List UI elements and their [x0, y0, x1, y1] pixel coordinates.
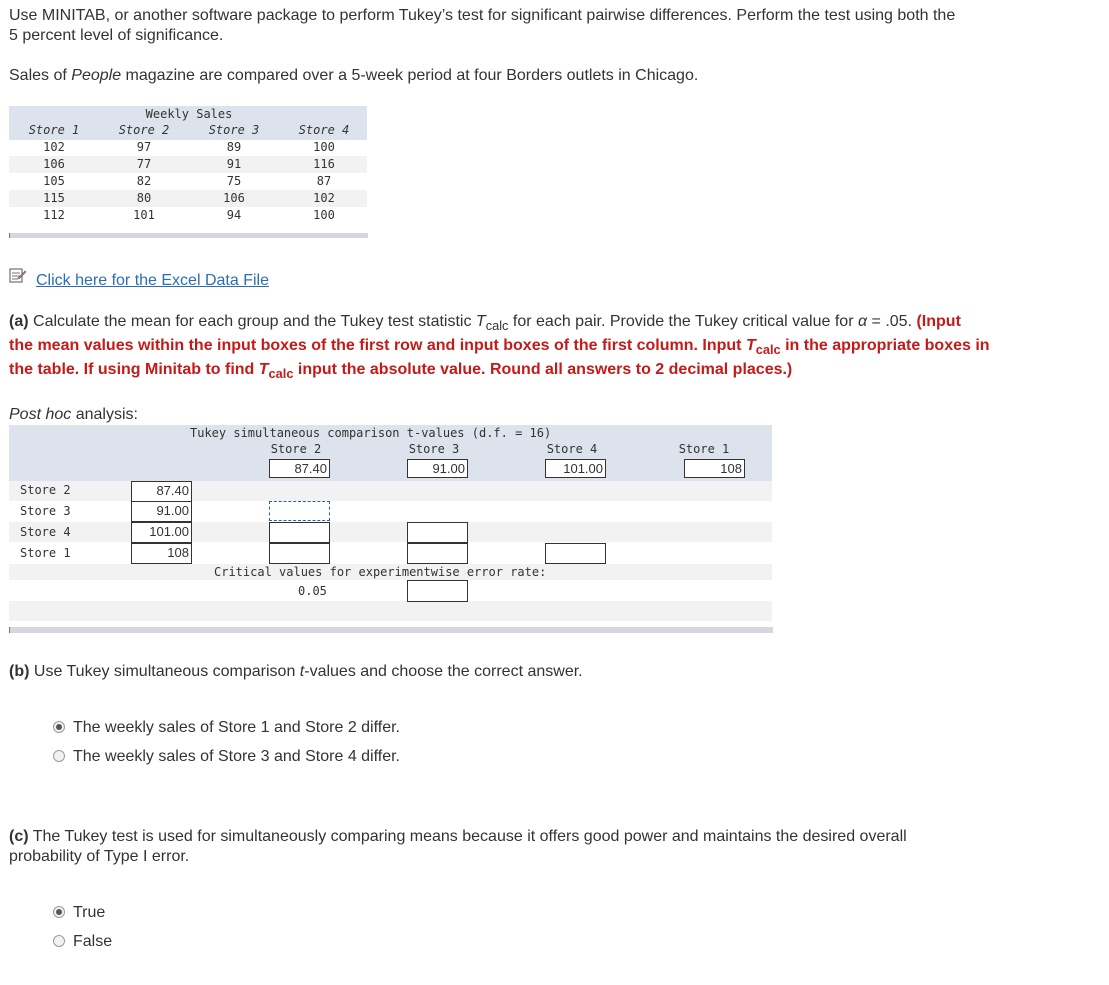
mean-input-row-store2[interactable]: 87.40	[131, 481, 192, 502]
sales-description: Sales of People magazine are compared over a 5-week period at four Borders outlets in Chicago.	[9, 67, 699, 84]
table-title: Weekly Sales	[145, 107, 233, 121]
critical-value-input[interactable]	[407, 580, 468, 602]
col-header: Store 2	[118, 123, 170, 137]
part-c-true-radio[interactable]	[53, 906, 65, 918]
posthoc-title: Tukey simultaneous comparison t-values (d.f. = 16)	[190, 426, 552, 440]
part-a-line-2: the mean values within the input boxes of the first row and input boxes of the first column. Input $T_{calc}$ in the appropriate boxes in	[9, 337, 990, 357]
table-cell: 80	[136, 191, 152, 205]
part-c-question-line-1: (c) The Tukey test is used for simultaneously comparing means because it offers good power and maintains the desired overall	[9, 828, 907, 845]
part-a-line-1: (a) Calculate the mean for each group and the Tukey test statistic $T_{calc}$ for each pair. Provide the Tukey critical value for α = .05. (Input	[9, 313, 961, 333]
mean-input-col-store3[interactable]: 91.00	[407, 459, 468, 478]
col-header: Store 4	[298, 123, 350, 137]
critical-values-label: Critical values for experimentwise error rate:	[214, 565, 547, 579]
tcalc-input-store3-store2[interactable]	[269, 501, 330, 521]
part-c-true-label[interactable]: True	[73, 904, 106, 921]
row-header-store3: Store 3	[20, 504, 71, 518]
table-cell: 106	[43, 157, 65, 171]
data-table-footer	[9, 233, 368, 238]
col-header-store3: Store 3	[408, 442, 460, 456]
row-header-store1: Store 1	[20, 546, 71, 560]
col-header-store1: Store 1	[678, 442, 730, 456]
table-cell: 100	[313, 140, 335, 154]
table-cell: 112	[43, 208, 65, 222]
table-cell: 94	[226, 208, 242, 222]
part-a-line-3: the table. If using Minitab to find $T_{calc}$ input the absolute value. Round all answers to 2 decimal places.)	[9, 361, 793, 381]
tcalc-input-store4-store3[interactable]	[407, 522, 468, 543]
table-cell: 115	[43, 191, 65, 205]
col-header-store4: Store 4	[546, 442, 598, 456]
table-cell: 91	[226, 157, 242, 171]
col-header-store2: Store 2	[270, 442, 322, 456]
part-c-false-radio[interactable]	[53, 935, 65, 947]
table-cell: 102	[43, 140, 65, 154]
row-header-store4: Store 4	[20, 525, 71, 539]
part-c-question-line-2: probability of Type I error.	[9, 848, 190, 865]
table-cell: 97	[136, 140, 152, 154]
table-cell: 102	[313, 191, 335, 205]
table-cell: 101	[133, 208, 155, 222]
mean-input-row-store3[interactable]: 91.00	[131, 501, 192, 522]
mean-input-row-store4[interactable]: 101.00	[131, 522, 192, 543]
posthoc-footer	[9, 627, 773, 633]
table-cell: 116	[313, 157, 335, 171]
excel-file-icon[interactable]	[9, 267, 27, 283]
part-b-option-1-label[interactable]: The weekly sales of Store 1 and Store 2 differ.	[73, 719, 400, 736]
part-b-option-2-label[interactable]: The weekly sales of Store 3 and Store 4 differ.	[73, 748, 400, 765]
part-c-false-label[interactable]: False	[73, 933, 113, 950]
part-b-question: (b) Use Tukey simultaneous comparison t-values and choose the correct answer.	[9, 663, 583, 680]
mean-input-col-store2[interactable]: 87.40	[269, 459, 330, 478]
table-cell: 77	[136, 157, 152, 171]
tcalc-input-store1-store2[interactable]	[269, 543, 330, 564]
intro-line-1: Use MINITAB, or another software package to perform Tukey’s test for significant pairwise differences. Perform the test using both the	[9, 7, 956, 24]
excel-data-link[interactable]: Click here for the Excel Data File	[36, 272, 269, 289]
critical-level: 0.05	[298, 584, 327, 598]
table-cell: 100	[313, 208, 335, 222]
table-cell: 75	[226, 174, 242, 188]
posthoc-label: Post hoc analysis:	[9, 406, 138, 423]
table-cell: 82	[136, 174, 152, 188]
col-header: Store 1	[28, 123, 80, 137]
tcalc-input-store1-store3[interactable]	[407, 543, 468, 564]
mean-input-row-store1[interactable]: 108	[131, 543, 192, 564]
table-cell: 105	[43, 174, 65, 188]
row-header-store2: Store 2	[20, 483, 71, 497]
intro-line-2: 5 percent level of significance.	[9, 27, 224, 44]
col-header: Store 3	[208, 123, 260, 137]
part-b-option-1-radio[interactable]	[53, 721, 65, 733]
tcalc-input-store4-store2[interactable]	[269, 522, 330, 543]
mean-input-col-store4[interactable]: 101.00	[545, 459, 606, 478]
table-cell: 106	[223, 191, 245, 205]
table-cell: 89	[226, 140, 242, 154]
table-cell: 87	[316, 174, 332, 188]
mean-input-col-store1[interactable]: 108	[684, 459, 745, 478]
tcalc-input-store1-store4[interactable]	[545, 543, 606, 564]
part-b-option-2-radio[interactable]	[53, 750, 65, 762]
